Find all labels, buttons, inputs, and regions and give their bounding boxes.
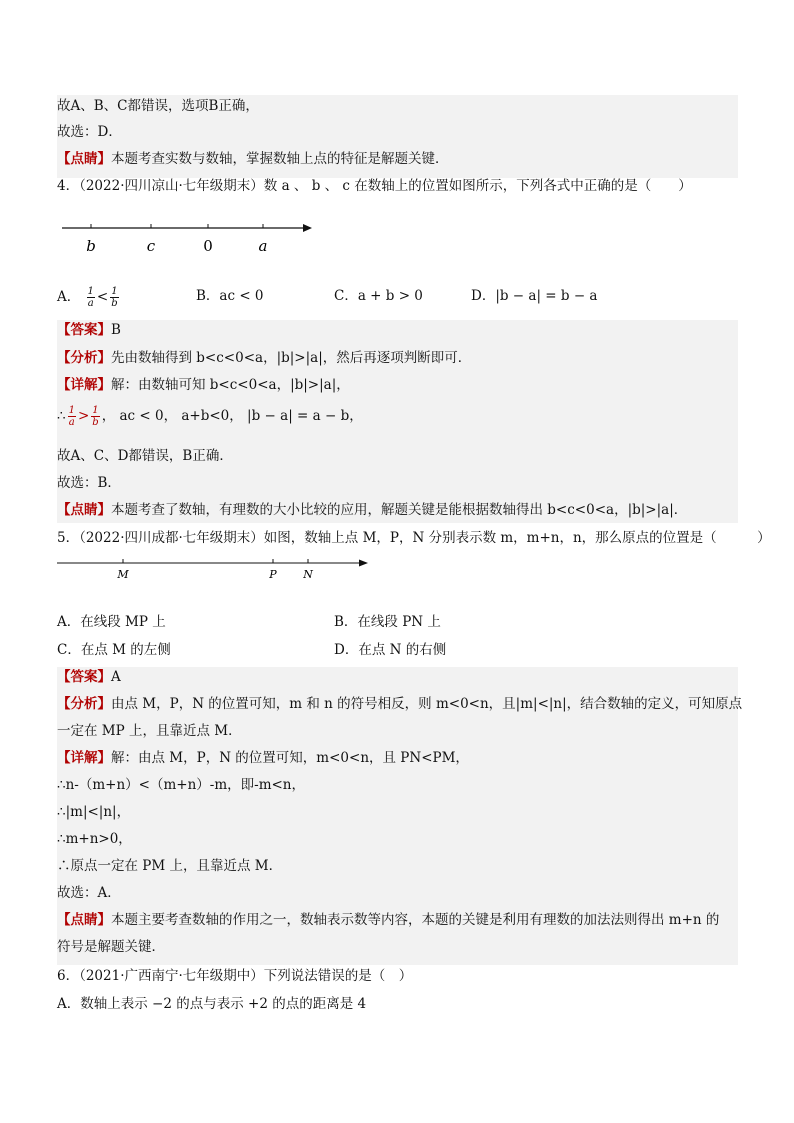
- q5-detail-5: ∴原点一定在 PM 上，且靠近点 M．: [57, 858, 283, 874]
- q6-option-a: A．数轴上表示 −2 的点与表示 +2 的点的距离是 4: [57, 996, 367, 1012]
- prev-choice: 故选：D．: [57, 124, 122, 140]
- q4-option-d: D．|b − a| = b − a: [471, 288, 598, 304]
- q5-option-c: C．在点 M 的左侧: [57, 642, 171, 658]
- q4-analysis: 【分析】先由数轴得到 b<c<0<a，|b|>|a|，然后再逐项判断即可．: [57, 350, 472, 366]
- q4-answer: 【答案】B: [57, 322, 121, 338]
- q5-detail-3: ∴|m|<|n|，: [57, 804, 131, 820]
- q4-detail-3: 故A、C、D都错误，B正确．: [57, 448, 233, 464]
- label-a: a: [258, 237, 268, 255]
- q5-dianjing-1: 【点睛】本题主要考查数轴的作用之一，数轴表示数等内容，本题的关键是利用有理数的加法法则得出 m+n 的: [57, 912, 720, 928]
- q5-option-d: D．在点 N 的右侧: [334, 642, 447, 658]
- prev-conclusion: 故A、B、C都错误，选项B正确，: [57, 98, 259, 114]
- q5-analysis-2: 一定在 MP 上，且靠近点 M．: [57, 723, 242, 739]
- dianjing-tag: 【点睛】: [57, 151, 111, 167]
- q4-detail-2: ∴ $\frac{1}{a}$ > $\frac{1}{b}$ ， ac < 0， a+b<0， |b − a| = a − b，: [57, 405, 363, 428]
- q4-option-b: B．ac < 0: [196, 288, 264, 304]
- q5-option-a: A．在线段 MP 上: [57, 614, 166, 630]
- label-N: N: [303, 568, 313, 581]
- q4-option-a: A． $\frac{1}{a}$ < $\frac{1}{b}$: [57, 286, 118, 309]
- label-zero: 0: [203, 237, 213, 255]
- q4-detail-4: 故选：B．: [57, 475, 121, 491]
- q5-detail-2: ∴n-（m+n）<（m+n）-m，即-m<n，: [57, 777, 306, 793]
- q4-number-line: [60, 214, 330, 258]
- q5-number-line: [57, 555, 377, 585]
- label-P: P: [269, 568, 277, 581]
- dianjing-text: 本题考查实数与数轴，掌握数轴上点的特征是解题关键．: [111, 151, 449, 167]
- axis-arrow: [303, 224, 312, 232]
- q4-dianjing: 【点睛】本题考查了数轴，有理数的大小比较的应用，解题关键是能根据数轴得出 b<c<0<a，|b|>|a|．: [57, 502, 688, 518]
- q5-detail-1: 【详解】解：由点 M，P，N 的位置可知，m<0<n，且 PN<PM，: [57, 750, 469, 766]
- q5-answer: 【答案】A: [57, 669, 121, 685]
- label-M: M: [117, 568, 129, 581]
- label-b: b: [86, 237, 96, 255]
- label-c: c: [146, 237, 156, 255]
- q5-analysis-1: 【分析】由点 M，P，N 的位置可知，m 和 n 的符号相反，则 m<0<n，且|m|<|n|，结合数轴的定义，可知原点: [57, 696, 743, 712]
- axis-arrow: [359, 560, 368, 567]
- q5-stem: 5．（2022·四川成都·七年级期末）如图，数轴上点 M，P，N 分别表示数 m，m+n，n，那么原点的位置是（ ）: [57, 530, 771, 546]
- q4-stem: 4．（2022·四川凉山·七年级期末）数 a 、 b 、 c 在数轴上的位置如图所示，下列各式中正确的是（ ）: [57, 178, 692, 194]
- prev-dianjing: [57, 149, 449, 169]
- q5-detail-6: 故选：A．: [57, 885, 121, 901]
- q5-dianjing-2: 符号是解题关键．: [57, 939, 165, 955]
- q4-detail-1: 【详解】解：由数轴可知 b<c<0<a，|b|>|a|，: [57, 377, 350, 393]
- q6-stem: 6．（2021·广西南宁·七年级期中）下列说法错误的是（ ）: [57, 968, 413, 984]
- q5-detail-4: ∴m+n>0，: [57, 831, 132, 847]
- q4-option-c: C．a + b > 0: [334, 288, 423, 304]
- q5-option-b: B．在线段 PN 上: [334, 614, 441, 630]
